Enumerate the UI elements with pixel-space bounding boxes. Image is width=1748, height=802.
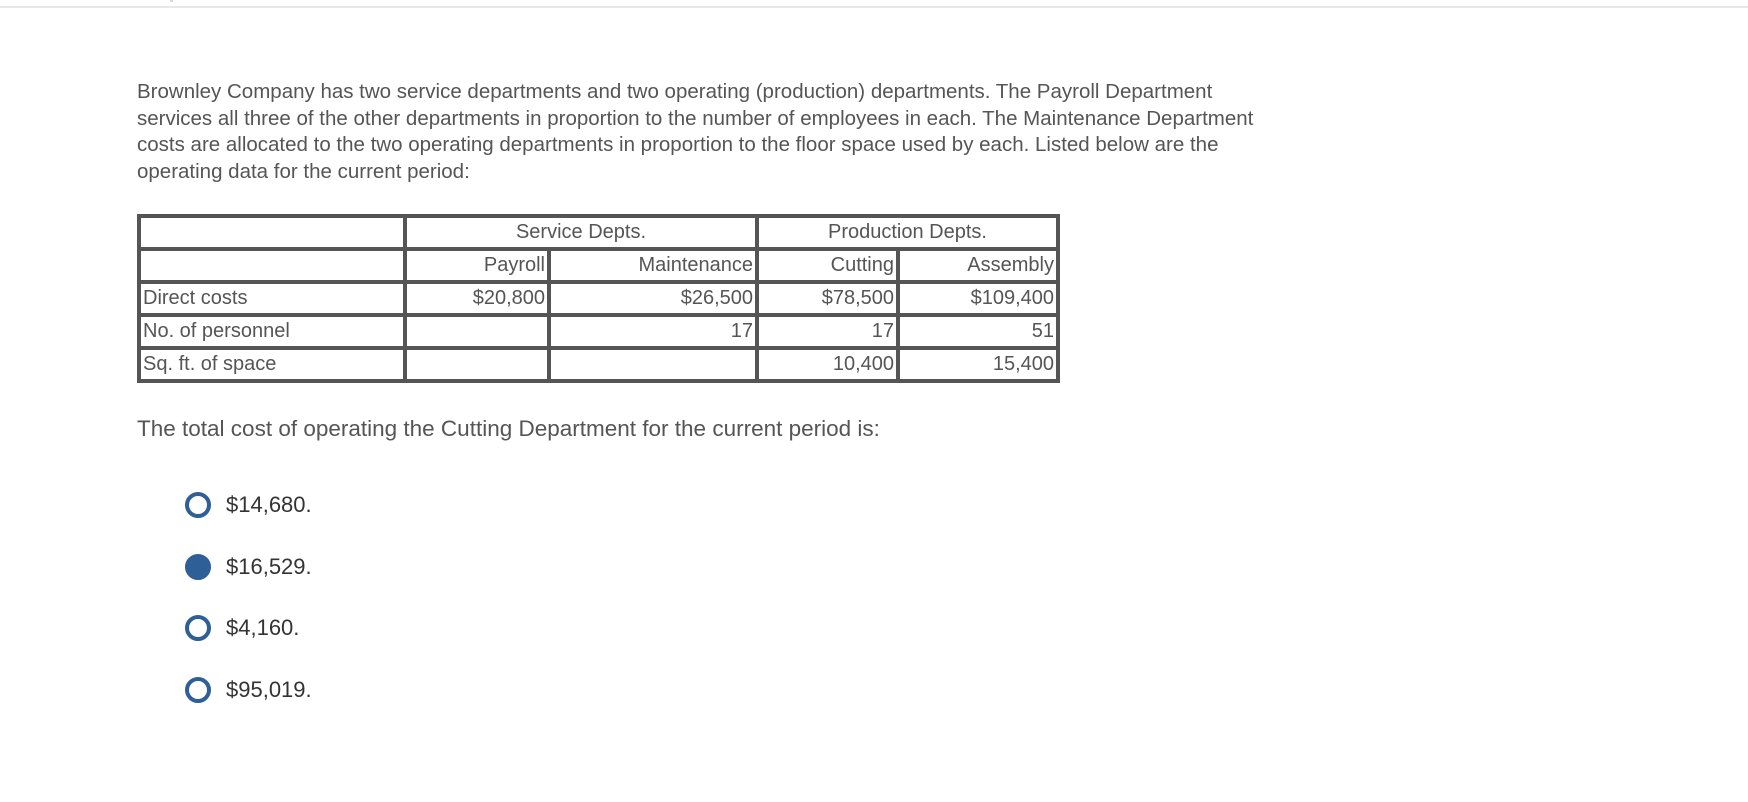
table-row — [139, 282, 1058, 315]
table-row — [139, 348, 1058, 381]
option-label: $14,680. — [226, 492, 312, 517]
option-label: $4,160. — [226, 615, 300, 640]
cell-cutting: $78,500 — [757, 282, 898, 315]
cell-payroll — [405, 315, 549, 348]
option-label: $95,019. — [226, 676, 312, 702]
cell-maintenance — [549, 348, 757, 381]
cell-payroll — [405, 348, 549, 381]
column-header-payroll: Payroll — [405, 249, 549, 282]
group-header-empty — [139, 216, 405, 249]
radio-unchecked-icon[interactable] — [185, 677, 211, 703]
option-label: $16,529. — [226, 553, 312, 579]
cell-maintenance: 17 — [549, 315, 757, 348]
table-row — [139, 315, 1058, 348]
row-label: Sq. ft. of space — [139, 348, 405, 381]
group-header-service: Service Depts. — [405, 216, 757, 249]
cell-maintenance: $26,500 — [549, 282, 757, 315]
cell-assembly: 51 — [898, 315, 1058, 348]
column-header-assembly: Assembly — [898, 249, 1058, 282]
cell-payroll: $20,800 — [405, 282, 549, 315]
row-label: Direct costs — [139, 282, 405, 315]
column-header-empty — [139, 249, 405, 282]
answer-options — [185, 489, 312, 735]
top-divider — [0, 6, 1748, 8]
cell-assembly: 15,400 — [898, 348, 1058, 381]
cell-cutting: 17 — [757, 315, 898, 348]
radio-unchecked-icon[interactable] — [185, 492, 211, 518]
column-header-row — [139, 249, 1058, 282]
cell-cutting: 10,400 — [757, 348, 898, 381]
cell-assembly: $109,400 — [898, 282, 1058, 315]
question-intro: Brownley Company has two service departments and two operating (production) departments. The Payroll Department services all three of the other departments in proportion to the number of employees in each. The Maintenance Department costs are allocated to the two operating departments in proportion to the floor space used by each. Listed below are the operating data for the current period: — [137, 80, 1254, 183]
top-tick-mark — [170, 0, 173, 2]
radio-unchecked-icon[interactable] — [185, 615, 211, 641]
question-prompt: The total cost of operating the Cutting Department for the current period is: — [137, 416, 880, 441]
operating-data-table — [137, 214, 1060, 383]
radio-checked-icon[interactable] — [185, 554, 211, 580]
answer-option-3[interactable] — [185, 612, 312, 644]
row-label: No. of personnel — [139, 315, 405, 348]
column-header-cutting: Cutting — [757, 249, 898, 282]
group-header-production: Production Depts. — [757, 216, 1058, 249]
answer-option-1[interactable] — [185, 489, 312, 521]
answer-option-2[interactable] — [185, 551, 312, 583]
group-header-row — [139, 216, 1058, 249]
column-header-maintenance: Maintenance — [549, 249, 757, 282]
answer-option-4[interactable] — [185, 674, 312, 706]
